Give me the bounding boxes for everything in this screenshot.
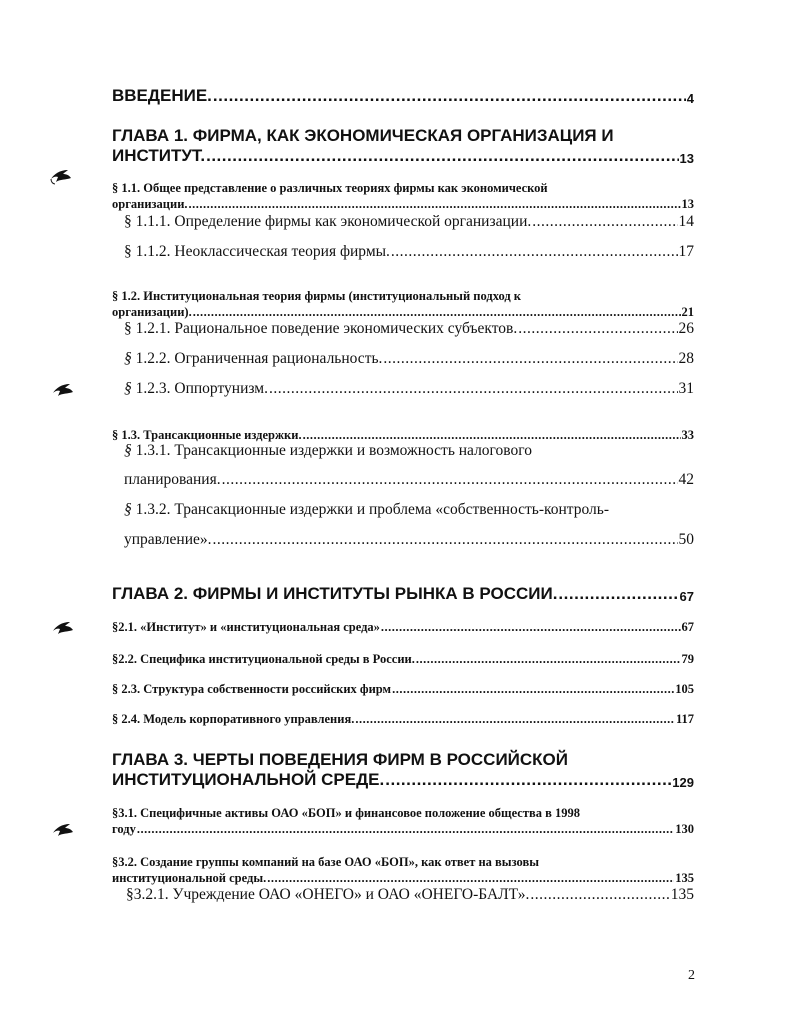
margin-mark-icon bbox=[48, 168, 74, 186]
toc-entry-section-2-1[interactable]: §2.1. «Институт» и «институциональная среда» ..... 67 bbox=[112, 620, 694, 635]
toc-entry-1-1-2[interactable]: § 1.1.2. Неоклассическая теория фирмы. ..... 17 bbox=[124, 243, 694, 261]
toc-entry-section-2-2[interactable]: §2.2. Специфика институциональной среды в России. ..... 79 bbox=[112, 652, 694, 667]
leader-dots bbox=[267, 871, 674, 886]
toc-entry-intro[interactable]: ВВЕДЕНИЕ. ..... 4 bbox=[112, 86, 694, 106]
leader-dots bbox=[193, 305, 681, 320]
toc-entry-chapter-1[interactable]: ИНСТИТУТ. ..... 13 bbox=[112, 146, 694, 166]
toc-entry-1-1-1[interactable]: § 1.1.1. Определение фирмы как экономической организации. ..... 14 bbox=[124, 213, 694, 231]
toc-entry-1-3-2[interactable]: управление». ..... 50 bbox=[124, 531, 694, 549]
leader-dots bbox=[213, 531, 678, 549]
leader-dots bbox=[269, 380, 678, 398]
toc-entry-1-3-1[interactable]: планирования. ..... 42 bbox=[124, 471, 694, 489]
toc-1-3-1-line1: § 1.3.1. Трансакционные издержки и возможность налогового bbox=[124, 442, 532, 459]
toc-entry-1-2-3[interactable]: § 1.2.3. Оппортунизм. ..... 31 bbox=[124, 380, 694, 398]
toc-section-1-1-line1: § 1.1. Общее представление о различных теориях фирмы как экономической bbox=[112, 181, 548, 195]
toc-section-3-2-line1: §3.2. Создание группы компаний на базе ОАО «БОП», как ответ на вызовы bbox=[112, 855, 539, 869]
page-number: 2 bbox=[688, 968, 695, 983]
toc-entry-section-1-3[interactable]: § 1.3. Трансакционные издержки. ..... 33 bbox=[112, 428, 694, 443]
margin-mark-icon bbox=[50, 382, 76, 400]
leader-dots bbox=[206, 146, 678, 166]
leader-dots bbox=[416, 652, 681, 667]
toc-entry-section-1-1[interactable]: организации. ..... 13 bbox=[112, 197, 694, 212]
leader-dots bbox=[558, 584, 678, 604]
leader-dots bbox=[391, 243, 678, 261]
toc-entry-section-3-1[interactable]: году ..... 130 bbox=[112, 822, 694, 837]
toc-1-3-2-line1: § 1.3.2. Трансакционные издержки и проблема «собственность-контроль- bbox=[124, 501, 610, 518]
leader-dots bbox=[381, 620, 681, 635]
toc-section-1-2-line1: § 1.2. Институциональная теория фирмы (институциональный подход к bbox=[112, 289, 522, 303]
toc-entry-section-2-4[interactable]: § 2.4. Модель корпоративного управления. ..... 117 bbox=[112, 712, 694, 727]
leader-dots bbox=[383, 350, 677, 368]
toc-entry-section-1-2[interactable]: организации). ..... 21 bbox=[112, 305, 694, 320]
toc-chapter-1-line1: ГЛАВА 1. ФИРМА, КАК ЭКОНОМИЧЕСКАЯ ОРГАНИЗАЦИЯ И bbox=[112, 126, 614, 145]
toc-entry-section-3-2[interactable]: институциональной среды. ..... 135 bbox=[112, 871, 694, 886]
toc-section-3-1-line1: §3.1. Специфичные активы ОАО «БОП» и финансовое положение общества в 1998 bbox=[112, 806, 580, 820]
toc-entry-chapter-2[interactable]: ГЛАВА 2. ФИРМЫ И ИНСТИТУТЫ РЫНКА В РОССИИ. ..... 67 bbox=[112, 584, 694, 604]
leader-dots bbox=[392, 682, 674, 697]
margin-mark-icon bbox=[50, 822, 76, 840]
leader-dots bbox=[303, 428, 681, 443]
leader-dots bbox=[532, 213, 677, 231]
leader-dots bbox=[189, 197, 681, 212]
margin-mark-icon bbox=[50, 620, 76, 638]
toc-chapter-3-line1: ГЛАВА 3. ЧЕРТЫ ПОВЕДЕНИЯ ФИРМ В РОССИЙСКОЙ bbox=[112, 750, 568, 769]
leader-dots bbox=[355, 712, 675, 727]
leader-dots bbox=[137, 822, 674, 837]
leader-dots bbox=[385, 770, 671, 790]
toc-entry-1-2-1[interactable]: § 1.2.1. Рациональное поведение экономических субъектов. ..... 26 bbox=[124, 320, 694, 338]
toc-entry-1-2-2[interactable]: § 1.2.2. Ограниченная рациональность. ..... 28 bbox=[124, 350, 694, 368]
leader-dots bbox=[213, 86, 686, 106]
leader-dots bbox=[222, 471, 678, 489]
toc-entry-3-2-1[interactable]: §3.2.1. Учреждение ОАО «ОНЕГО» и ОАО «ОНЕГО-БАЛТ». ..... 135 bbox=[126, 886, 694, 904]
toc-entry-section-2-3[interactable]: § 2.3. Структура собственности российских фирм ..... 105 bbox=[112, 682, 694, 697]
toc-entry-chapter-3[interactable]: ИНСТИТУЦИОНАЛЬНОЙ СРЕДЕ. ..... 129 bbox=[112, 770, 694, 790]
leader-dots bbox=[530, 886, 669, 904]
leader-dots bbox=[518, 320, 677, 338]
